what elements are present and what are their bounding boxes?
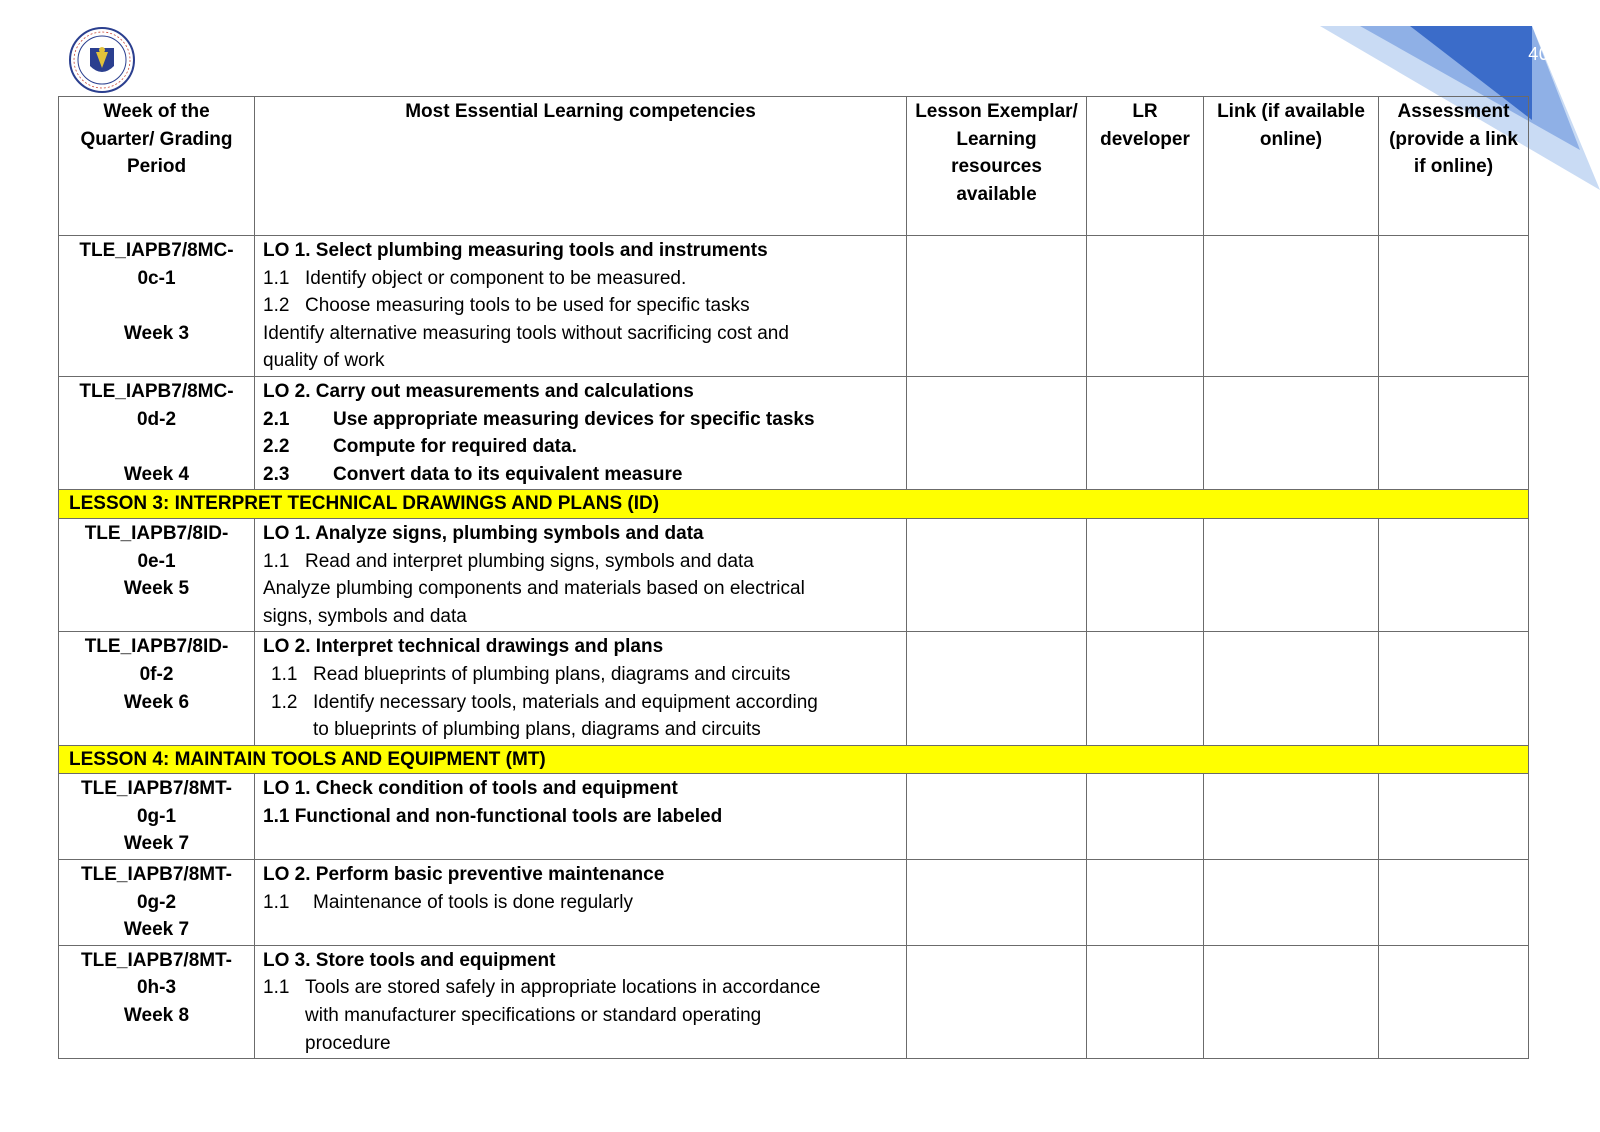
competency-cell bbox=[255, 236, 907, 377]
empty-cell bbox=[1379, 945, 1529, 1058]
competency-text: Analyze plumbing components and materials based on electrical bbox=[263, 578, 805, 600]
item-number: 1.1 bbox=[263, 550, 290, 572]
learning-objective: LO 1. Check condition of tools and equipment bbox=[263, 778, 678, 800]
competency-cell bbox=[255, 376, 907, 489]
empty-cell bbox=[1204, 945, 1379, 1058]
lesson-row bbox=[59, 490, 1529, 519]
competency-item bbox=[263, 661, 898, 689]
grading-period-cell bbox=[59, 632, 255, 745]
competency-text: 1.1 Functional and non-functional tools are labeled bbox=[263, 805, 723, 827]
lesson-title: LESSON 3: INTERPRET TECHNICAL DRAWINGS AND PLANS (ID) bbox=[59, 490, 1529, 519]
competency-cell bbox=[255, 632, 907, 745]
table-header-row bbox=[59, 97, 1529, 236]
item-text: Identify object or component to be measured. bbox=[305, 267, 687, 289]
competency-item bbox=[263, 406, 898, 434]
empty-cell bbox=[1379, 774, 1529, 860]
competency-cell bbox=[255, 860, 907, 946]
grading-period-cell bbox=[59, 236, 255, 377]
empty-cell bbox=[907, 632, 1087, 745]
empty-cell bbox=[1379, 860, 1529, 946]
empty-cell bbox=[1204, 236, 1379, 377]
item-number: 2.2 bbox=[263, 436, 290, 458]
competency-code: 0f-2 bbox=[139, 663, 174, 685]
empty-cell bbox=[1379, 376, 1529, 489]
empty-cell bbox=[1204, 632, 1379, 745]
item-text: Identify necessary tools, materials and equipment according bbox=[313, 691, 818, 713]
empty-cell bbox=[907, 376, 1087, 489]
item-number: 1.1 bbox=[271, 663, 298, 685]
empty-cell bbox=[1087, 774, 1204, 860]
empty-cell bbox=[1204, 518, 1379, 631]
table-row bbox=[59, 774, 1529, 860]
item-text: Read blueprints of plumbing plans, diagrams and circuits bbox=[313, 663, 791, 685]
week-label: Week 4 bbox=[123, 463, 190, 485]
column-header: Assessment (provide a link if online) bbox=[1379, 97, 1529, 236]
empty-cell bbox=[1379, 236, 1529, 377]
empty-cell bbox=[1087, 236, 1204, 377]
item-text: Convert data to its equivalent measure bbox=[333, 463, 683, 485]
item-number: 1.2 bbox=[263, 295, 290, 317]
learning-objective: LO 2. Carry out measurements and calculations bbox=[263, 380, 694, 402]
item-text: Compute for required data. bbox=[333, 436, 577, 458]
competency-table bbox=[58, 96, 1529, 1059]
spacer bbox=[67, 292, 246, 320]
empty-cell bbox=[1087, 632, 1204, 745]
competency-code: TLE_IAPB7/8MC- bbox=[79, 240, 234, 261]
table-row bbox=[59, 236, 1529, 377]
competency-text: quality of work bbox=[263, 350, 385, 372]
week-label: Week 6 bbox=[123, 691, 190, 713]
item-number: 2.1 bbox=[263, 408, 290, 430]
competency-item bbox=[263, 889, 898, 917]
empty-cell bbox=[1204, 774, 1379, 860]
item-text: to blueprints of plumbing plans, diagrams and circuits bbox=[313, 719, 761, 741]
empty-cell bbox=[1087, 860, 1204, 946]
competency-cell bbox=[255, 774, 907, 860]
grading-period-cell bbox=[59, 518, 255, 631]
empty-cell bbox=[907, 945, 1087, 1058]
competency-code: TLE_IAPB7/8MT- bbox=[81, 949, 232, 971]
empty-cell bbox=[1087, 376, 1204, 489]
empty-cell bbox=[1379, 518, 1529, 631]
competency-item bbox=[263, 265, 898, 293]
grading-period-cell bbox=[59, 945, 255, 1058]
column-header: Most Essential Learning competencies bbox=[255, 97, 907, 236]
competency-code: 0d-2 bbox=[136, 408, 177, 430]
empty-cell bbox=[907, 774, 1087, 860]
competency-cell bbox=[255, 945, 907, 1058]
grading-period-cell bbox=[59, 860, 255, 946]
item-number: 1.1 bbox=[263, 267, 290, 289]
column-header: Lesson Exemplar/ Learning resources available bbox=[907, 97, 1087, 236]
competency-item bbox=[263, 689, 898, 717]
item-number: 2.3 bbox=[263, 463, 290, 485]
item-text: Choose measuring tools to be used for specific tasks bbox=[305, 295, 750, 317]
competency-item bbox=[263, 292, 898, 320]
item-number: 1.1 bbox=[263, 891, 290, 913]
item-text: procedure bbox=[305, 1032, 391, 1054]
table-row bbox=[59, 376, 1529, 489]
item-number: 1.2 bbox=[271, 691, 298, 713]
column-header: LR developer bbox=[1087, 97, 1204, 236]
empty-cell bbox=[1204, 376, 1379, 489]
competency-code: TLE_IAPB7/8ID- bbox=[84, 636, 229, 658]
lesson-row bbox=[59, 745, 1529, 774]
empty-cell bbox=[907, 236, 1087, 377]
spacer bbox=[67, 433, 246, 461]
page-number: 400 bbox=[1528, 44, 1560, 64]
empty-cell bbox=[1204, 860, 1379, 946]
item-text: Read and interpret plumbing signs, symbols and data bbox=[305, 550, 754, 572]
week-label: Week 5 bbox=[123, 578, 190, 600]
competency-code: TLE_IAPB7/8MT- bbox=[81, 864, 232, 886]
column-header: Week of the Quarter/ Grading Period bbox=[59, 97, 255, 236]
competency-cell bbox=[255, 518, 907, 631]
empty-cell bbox=[1379, 632, 1529, 745]
learning-objective: LO 2. Perform basic preventive maintenance bbox=[263, 864, 665, 886]
lesson-title: LESSON 4: MAINTAIN TOOLS AND EQUIPMENT (MT) bbox=[59, 745, 1529, 774]
competency-item bbox=[263, 974, 898, 1002]
table-row bbox=[59, 518, 1529, 631]
week-label: Week 7 bbox=[123, 919, 190, 941]
competency-code: TLE_IAPB7/8MT- bbox=[81, 778, 232, 800]
empty-cell bbox=[907, 518, 1087, 631]
item-text: Maintenance of tools is done regularly bbox=[313, 891, 634, 913]
table-row bbox=[59, 632, 1529, 745]
competency-code: 0e-1 bbox=[137, 550, 176, 572]
week-label: Week 7 bbox=[123, 833, 190, 855]
learning-objective: LO 1. Select plumbing measuring tools and instruments bbox=[263, 240, 768, 261]
item-text: Use appropriate measuring devices for specific tasks bbox=[333, 408, 815, 430]
column-header: Link (if available online) bbox=[1204, 97, 1379, 236]
empty-cell bbox=[1087, 945, 1204, 1058]
competency-code: 0g-2 bbox=[136, 891, 177, 913]
competency-code: TLE_IAPB7/8MC- bbox=[79, 380, 234, 402]
competency-code: 0c-1 bbox=[137, 267, 176, 289]
competency-item bbox=[263, 433, 898, 461]
learning-objective: LO 2. Interpret technical drawings and plans bbox=[263, 636, 664, 658]
learning-objective: LO 1. Analyze signs, plumbing symbols and data bbox=[263, 522, 704, 544]
deped-seal-icon bbox=[68, 26, 136, 94]
competency-code: 0h-3 bbox=[136, 977, 177, 999]
empty-cell bbox=[907, 860, 1087, 946]
table-row bbox=[59, 860, 1529, 946]
competency-text: Identify alternative measuring tools without sacrificing cost and bbox=[263, 322, 789, 344]
grading-period-cell bbox=[59, 774, 255, 860]
competency-text: signs, symbols and data bbox=[263, 605, 467, 627]
empty-cell bbox=[1087, 518, 1204, 631]
week-label: Week 3 bbox=[123, 322, 190, 344]
competency-item bbox=[263, 548, 898, 576]
week-label: Week 8 bbox=[123, 1005, 190, 1027]
table-row bbox=[59, 945, 1529, 1058]
competency-code: 0g-1 bbox=[136, 805, 177, 827]
item-number: 1.1 bbox=[263, 977, 290, 999]
learning-objective: LO 3. Store tools and equipment bbox=[263, 949, 556, 971]
item-text: Tools are stored safely in appropriate locations in accordance bbox=[305, 977, 821, 999]
item-text: with manufacturer specifications or standard operating bbox=[305, 1005, 762, 1027]
competency-item bbox=[263, 461, 898, 489]
competency-code: TLE_IAPB7/8ID- bbox=[84, 522, 229, 544]
grading-period-cell bbox=[59, 376, 255, 489]
